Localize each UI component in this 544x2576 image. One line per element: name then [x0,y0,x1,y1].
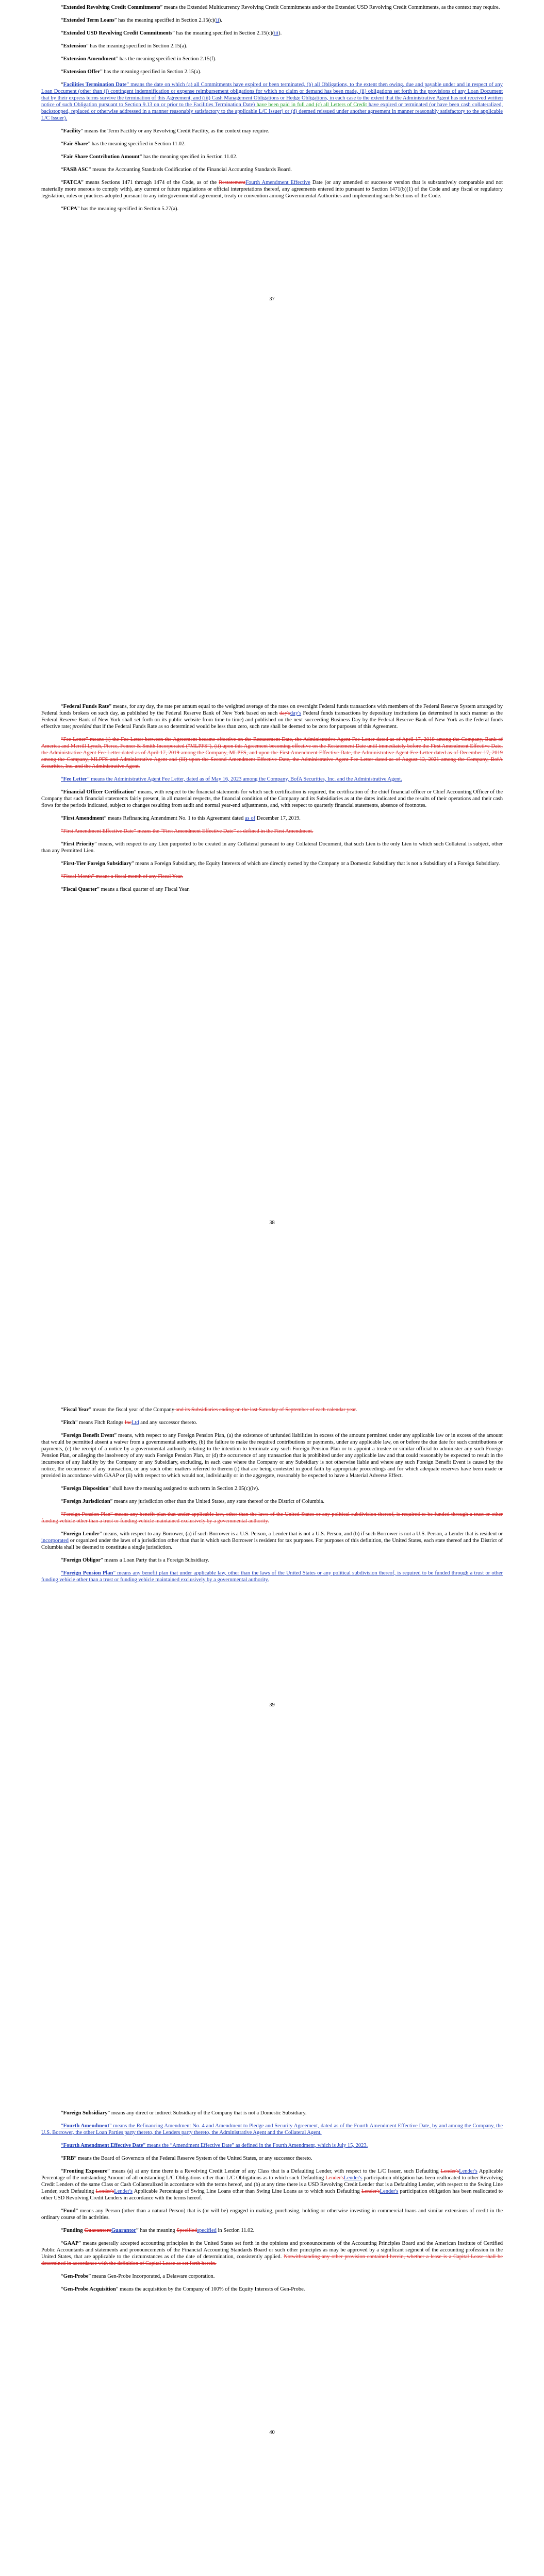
quote: “ [61,2143,63,2148]
term: Extension [63,43,87,49]
quote: “ [61,167,63,173]
quote: “ [61,776,63,782]
deleted-text: Lender's [361,2189,380,2194]
definition-text: ” has the meaning specified in Section 11.02. [88,141,186,147]
inserted-text: as of [244,816,256,821]
quote: “ [61,154,63,160]
quote: “ [61,1499,63,1504]
def-first-tier-foreign-subsidiary [41,860,503,867]
def-first-priority [41,841,503,854]
def-foreign-benefit-event [41,1432,503,1479]
definition-text: participation obligation has been reallocated to other Revolving Credit Lenders of the same Class or Cash Collateralized in accordance with the terms hereof, and (b) at any time there is a USD Revolving Credit Lender that is a Defaulting Lender, with respect to the Swing Line Lender, such Defaulting [41,2175,503,2194]
definition-text: December 17, 2019. [255,816,301,821]
deleted-text: “First Amendment Effective Date” means the “First Amendment Effective Date” as defined in the First Amendment. [61,828,314,834]
term: Extension Amendment [63,56,116,62]
term: Fair Share [63,141,88,147]
quote: “ [61,2274,63,2279]
quote: “ [61,206,63,212]
quote: “ [61,2286,63,2292]
quote: “ [61,1557,63,1563]
definition-text: Date (or any amended or successor version that is substantively comparable and not materially more onerous to comply with), any current or future regulations or official interpretations thereof, any agreements entered into pursuant to Section 1471(b)(1) of the Code and any fiscal or regulatory legislation, rules or practices adopted pursuant to any intergovernmental agreement, treaty or convention among Governmental Authorities and implementing such Sections of the Code. [41,180,503,199]
def-funding-guarantor [41,2227,503,2234]
def-fronting-exposure [41,2168,503,2201]
deleted-text: Lender's [95,2189,114,2194]
definition-text-italic: provided [72,724,92,730]
inserted-text: Lender's [114,2189,133,2194]
def-extended-usd-revolving-credit-commitments [41,30,503,37]
quote: “ [61,816,63,821]
def-fiscal-month-deleted [41,873,503,880]
quote: “ [61,2208,63,2214]
term: Foreign Jurisdiction [63,1499,110,1504]
quote: “ [61,887,63,892]
definition-text: ” means a fiscal quarter of any Fiscal Year. [97,887,190,892]
definition-text: Federal funds transactions by depositary institutions (as determined in such manner as the Federal Reserve Bank of New York shall set forth on its public website from time to time) and published on the next succeeding Business Day by the Federal Reserve Bank of New York as the federal funds effective rate; [41,710,503,730]
quote: “ [61,30,63,36]
definition-text: ” has the meaning specified in Section 2.15(f). [116,56,217,62]
term: Foreign Lender [63,1531,100,1537]
definition-text: participation obligation has been reallocated to other USD Revolving Credit Lenders in accordance with the terms hereof. [41,2189,503,2201]
def-foreign-subsidiary [41,2110,503,2116]
term: Foreign Obligor [63,1557,101,1563]
def-foreign-jurisdiction [41,1498,503,1505]
quote: “ [61,141,63,147]
deleted-text: “Fiscal Month” means a fiscal month of any Fiscal Year. [61,874,184,879]
inserted-text: specified [196,2228,217,2233]
def-foreign-lender [41,1531,503,1551]
definition-text: Applicable Percentage of the outstanding Amount of all outstanding L/C Obligations other than L/C Obligations as to which such Defaulting [41,2168,503,2181]
page-number: 40 [269,2430,275,2435]
deleted-text: Inc [124,1420,132,1426]
def-foreign-pension-plan-deleted [41,1511,503,1524]
term: Fiscal Year [63,1407,89,1413]
term: Fourth Amendment Effective Date [63,2143,143,2148]
term: Extension Offer [63,69,101,75]
term: FATCA [63,180,81,185]
inserted-text: ” means the Refinancing Amendment No. 4 and Amendment to Pledge and Security Agreement, dated as of the Fourth Amendment Effective Date, by and among the Company, the U.S. Borrower, the other Loan Parties party thereto, the Lenders party thereto, the Administrative Agent and the Collateral Agent. [41,2123,503,2136]
def-federal-funds-rate [41,703,503,730]
definition-text: ” means Gen-Probe Incorporated, a Delaware corporation. [88,2274,215,2279]
def-gen-probe [41,2273,503,2280]
deleted-text: Lender's [440,2168,459,2174]
inserted-text: day's [290,710,302,716]
term: Foreign Subsidiary [63,2110,108,2116]
quote: “ [61,5,63,10]
term: Fair Share Contribution Amount [63,154,140,160]
term: FASB ASC [63,167,89,173]
def-financial-officer-certification [41,789,503,809]
definition-text: ” means the Term Facility or any Revolving Credit Facility, as the context may require. [80,128,270,134]
def-facility [41,128,503,134]
quote: “ [61,789,63,795]
definition-text: ” means a Foreign Subsidiary, the Equity Interests of which are directly owned by the Company or a Domestic Subsidiary that is not a Subsidiary of a Foreign Subsidiary. [131,861,500,867]
def-fatca [41,179,503,199]
quote: “ [61,1407,63,1413]
definition-text: ” means (a) at any time there is a Revolving Credit Lender of any Class that is a Defaulting Lender, with respect to the L/C Issuer, such Defaulting [107,2168,441,2174]
definition-text: ” has the meaning specified in Section 11.02. [139,154,238,160]
term: Foreign Pension Plan [63,1570,113,1576]
definition-text: ” means, with respect to any Foreign Pension Plan, (a) the existence of unfunded liabilities in excess of the amount permitted under any applicable law or in excess of the amount that would be permitted absent a waiver from a governmental authority, (b) the failure to make the required contributions or payments, under any applicable law, on or before the due date for such contributions or payments, (c) the receipt of a notice by a governmental authority relating to the intention to terminate any such Foreign Pension Plan or to appoint a trustee or similar official to administer any such Foreign Pension Plan, or alleging the insolvency of any such Foreign Pension Plan, or (d) the occurrence of any transaction that is prohibited under any applicable law and that could reasonably be expected to result in the incurrence of any liability by the Company or any Subsidiary, excluding, in each case where the Company or any Subsidiary is not otherwise liable and where any such Foreign Benefit Event is caused by the notice, the occurrence of any transaction, or any such other matters referred to therein (i) that are being contested in good faith by appropriate proceedings and for which adequate reserves have been made or provided in accordance with GAAP or (ii) with respect to which would not, individually or in the aggregate, reasonably be expected to have a Material Adverse Effect. [41,1433,503,1479]
term: First Amendment [63,816,104,821]
inserted-text: Fourth Amendment Effective [245,180,310,185]
term: Fiscal Quarter [63,887,97,892]
def-first-amendment [41,815,503,822]
quote: “ [61,128,63,134]
definition-text: ” has the meaning specified in Section 2.15(a). [86,43,188,49]
definition-text: ” has the meaning specified in Section 2.15(a). [100,69,202,75]
definition-text: or organized under the laws of a jurisdiction other than that in which such Borrower is resident for tax purposes. For purposes of this definition, the United States, each state thereof and the District of Columbia shall be deemed to constitute a single jurisdiction. [41,1538,503,1550]
definition-text: ” means any jurisdiction other than the United States, any state thereof or the District of Columbia. [110,1499,325,1504]
def-extended-term-loans [41,17,503,24]
quote: “ [61,180,63,185]
def-first-amendment-effective-date-deleted [41,828,503,835]
def-gaap [41,2240,503,2267]
inserted-text: ” means the Administrative Agent Fee Letter, dated as of May 16, 2023 among the Company, BofA Securities, Inc. and the Administrative Agent. [87,776,402,782]
definition-text: and any successor thereto. [139,1420,197,1426]
definition-text: that if the Federal Funds Rate as so determined would be less than zero, such rate shall be deemed to be zero for purposes of this Agreement. [91,724,398,730]
term: Fee Letter [63,776,88,782]
definition-text: . [355,1407,357,1413]
page-number: 37 [269,296,275,302]
def-fiscal-quarter [41,886,503,893]
def-gen-probe-acquisition [41,2286,503,2293]
def-fair-share-contribution-amount [41,154,503,160]
definition-text: ” means, for any day, the rate per annum equal to the weighted average of the rates on overnight Federal funds transactions with members of the Federal Reserve System arranged by Federal funds brokers on such day, as published by the Federal Reserve Bank of New York based on such [41,704,503,716]
deleted-text: Guarantors [84,2228,111,2233]
quote: “ [61,2110,63,2116]
term: FCPA [63,206,77,212]
definition-text: ” means the Extended Multicurrency Revolving Credit Commitments and/or the Extended USD Revolving Credit Commitments, as the context may require. [160,5,500,10]
inserted-text: have expired or terminated (or have been cash collateralized, backstopped, replaced or otherwise addressed in a manner reasonably satisfactory to the applicable L/C Issuer) or (d) deemed reissued under another agreement in manner reasonably satisfactory to the applicable L/C Issuer). [41,102,503,121]
quote: “ [61,2168,63,2174]
inserted-text: ” means the “Amendment Effective Date” as defined in the Fourth Amendment, which is July 15, 2023. [143,2143,368,2148]
definition-text: ” means Refinancing Amendment No. 1 to this Agreement dated [104,816,245,821]
definition-text: ” means the Accounting Standards Codification of the Financial Accounting Standards Board. [88,167,292,173]
definition-text: ” has the meaning [136,2228,177,2233]
inserted-text-green: have been paid in full and (c) all Letters of Credit [255,102,367,108]
deleted-text: Notwithstanding any other provision contained herein, whether a lease is a Capital Lease shall be determined in accordance with the definition of Capital Lease as set forth herein. [41,2254,503,2266]
term: Fund [63,2208,76,2214]
term: FRB [63,2156,74,2161]
page-38-body [41,703,503,899]
quote: “ [61,861,63,867]
def-fourth-amendment-effective-date [41,2142,503,2149]
page-number: 39 [269,1702,275,1708]
def-fcpa [41,206,503,212]
definition-text: ” has the meaning specified in Section 5.27(a). [77,206,179,212]
inserted-text: Lender's [459,2168,477,2174]
def-extension-offer [41,69,503,75]
inserted-text: Lender's [343,2175,362,2181]
definition-text: ” means the acquisition by the Company of 100% of the Equity Interests of Gen-Probe. [116,2286,305,2292]
definition-text: ” means, with respect to the financial statements for which such certification is required, the certification of the chief financial officer or Chief Accounting Officer of the Company that such financial statements fairly present, in all material respects, the financial condition of the Company and its Subsidiaries as at the dates indicated and the results of their operations and their cash flows for the periods indicated, subject to changes resulting from audit and normal year-end adjustments, and, with respect to quarterly financial statements, absence of footnotes. [41,789,503,808]
definition-text: ). [219,18,222,23]
deleted-text: “Foreign Pension Plan” means any benefit plan that under applicable law, other than the laws of the United States or any political subdivision thereof, is required to be funded through a trust or other funding vehicle other than a trust or funding vehicle maintained exclusively by a governmental authority. [41,1512,503,1524]
def-extension [41,43,503,49]
definition-text: ” means the fiscal year of the Company [89,1407,175,1413]
deleted-text: and its Subsidiaries ending on the last Saturday of September of each calendar year [174,1407,356,1413]
def-fitch [41,1419,503,1426]
quote: “ [61,1531,63,1537]
inserted-text: ” means any benefit plan that under applicable law, other than the laws of the United States or any political subdivision thereof, is required to be funded through a trust or other funding vehicle other than a trust or funding vehicle maintained exclusively by a governmental authority. [41,1570,503,1583]
inserted-text: ii [216,18,219,23]
definition-text: ” means a Loan Party that is a Foreign Subsidiary. [101,1557,209,1563]
term: Gen-Probe [63,2274,89,2279]
inserted-text: ” means the date on which (a) all Commitments have expired or been terminated, (b) all Obligations, to the extent then owing, due and payable under and in respect of any Loan Document (other than (i) contingent indemnification or expense reimbursement obligations for which no claim or demand has been made, (ii) obligations set forth in the provisions of any Loan Document that by their express terms survive the termination of this Agreement, and (iii) Cash Management Obligations or Hedge Obligations, in each case to the extent that the Administrative Agent has not received written notice of such Obligation pursuant to Section 9.13 on or prior to the Facilities Termination Date) [41,82,503,108]
term: Funding [63,2228,85,2233]
definition-text: ” means any Person (other than a natural Person) that is (or will be) engaged in making, purchasing, holding or otherwise investing in commercial loans and similar extensions of credit in the ordinary course of its activities. [41,2208,503,2221]
quote: “ [61,1570,63,1576]
term: GAAP [63,2241,79,2246]
def-fasb-asc [41,166,503,173]
definition-text: ” has the meaning specified in Section 2.15(c)( [114,18,216,23]
def-foreign-pension-plan [41,1570,503,1583]
term: Facilities Termination Date [63,82,127,88]
definition-text: ” means, with respect to any Borrower, (a) if such Borrower is a U.S. Person, a Lender that is not a U.S. Person, and (b) if such Borrower is not a U.S. Person, a Lender that is resident or [99,1531,503,1537]
term: Extended USD Revolving Credit Commitments [63,30,173,36]
definition-text: ). [278,30,282,36]
definition-text: ” means any direct or indirect Subsidiary of the Company that is not a Domestic Subsidiary. [107,2110,307,2116]
term: Financial Officer Certification [63,789,134,795]
term: Fitch [63,1420,75,1426]
quote: “ [61,2123,63,2129]
inserted-text: Ltd [131,1420,139,1426]
inserted-text: Lender's [380,2189,399,2194]
quote: “ [61,841,63,847]
deleted-text: day's [279,710,290,716]
quote: “ [61,56,63,62]
definition-text: ” means Sections 1471 through 1474 of the Code, as of the [81,180,219,185]
deleted-text: Specified [176,2228,197,2233]
quote: “ [61,2228,63,2233]
def-fiscal-year [41,1406,503,1413]
inserted-text: incorporated [41,1538,69,1544]
quote: “ [61,18,63,23]
quote: “ [61,1420,63,1426]
def-foreign-obligor [41,1557,503,1564]
quote: “ [61,1433,63,1438]
term: Extended Term Loans [63,18,114,23]
term: Foreign Disposition [63,1486,109,1492]
term: Facility [63,128,81,134]
quote: “ [61,2241,63,2246]
def-fair-share [41,141,503,147]
term: Federal Funds Rate [63,704,109,709]
deleted-text: Restatement [219,180,246,185]
def-foreign-disposition [41,1485,503,1492]
term: Extended Revolving Credit Commitments [63,5,160,10]
quote: “ [61,1486,63,1492]
definition-text: ” shall have the meaning assigned to such term in Section 2.05(c)(iv). [108,1486,259,1492]
definition-text: ” means Fitch Ratings [75,1420,125,1426]
term: First Priority [63,841,94,847]
quote: “ [61,704,63,709]
def-fee-letter [41,776,503,783]
quote: “ [61,69,63,75]
inserted-text: iii [274,30,279,36]
term: Gen-Probe Acquisition [63,2286,116,2292]
quote: “ [61,43,63,49]
def-fund [41,2208,503,2221]
deleted-text: Lender's [325,2175,344,2181]
definition-text: Applicable Percentage of Swing Line Loans other than Swing Line Loans as to which such Defaulting [133,2189,361,2194]
definition-text: ” means the Board of Governors of the Federal Reserve System of the United States, or any successor thereto. [74,2156,312,2161]
page-39-body [41,1406,503,1589]
page-37-body [41,4,503,218]
def-facilities-termination-date [41,81,503,122]
term: Fronting Exposure [63,2168,108,2174]
definition-text: ” has the meaning specified in Section 2.15(c)( [172,30,274,36]
quote: “ [61,2156,63,2161]
term: First-Tier Foreign Subsidiary [63,861,132,867]
def-extension-amendment [41,56,503,62]
page-number: 38 [269,1220,275,1226]
deleted-text: “Fee Letter” means (i) the Fee Letter between the Agreement became effective on the Restatement Date, the Administrative Agent Fee Letter dated as of April 17, 2019 among the Company, Bank of America and Merrill Lynch, Pierce, Fenner & Smith Incorporated (“MLPFS”), (ii) upon this Agreement becoming effective on the Restatement Date until immediately before the First Amendment Effective Date, the Administrative Agent Fee Letter dated as of April 17, 2019 among the Company, MLPFS, and upon the First Amendment Effective Date, the Administrative Agent Fee Letter dated as of December 17, 2019 among the Company, MLPFS and Administrative Agent and (iii) upon the Second Amendment Effective Date, the Administrative Agent Fee Letter dated as of August 12, 2021 among the Company, BofA Securities, Inc. and the Administrative Agent. [41,737,503,769]
quote: “ [61,82,63,88]
definition-text: ” means generally accepted accounting principles in the United States set forth in the opinions and pronouncements of the Accounting Principles Board and the American Institute of Certified Public Accountants and statements and pronouncements of the Financial Accounting Standards Board or such other principles as may be approved by a significant segment of the accounting profession in the United States, that are applicable to the circumstances as of the date of determination, consistently applied. [41,2241,503,2260]
def-fee-letter-deleted [41,736,503,770]
definition-text: in Section 11.02. [216,2228,255,2233]
def-fourth-amendment [41,2123,503,2136]
def-extended-revolving-credit-commitments [41,4,503,11]
page-40-body [41,2110,503,2299]
term: Foreign Benefit Event [63,1433,114,1438]
inserted-text: Guarantor [111,2228,137,2233]
def-frb [41,2155,503,2162]
definition-text: ” means, with respect to any Lien purported to be created in any Collateral pursuant to any Collateral Document, that such Lien is the only Lien to which such Collateral is subject, other than any Permitted Lien. [41,841,503,854]
term: Fourth Amendment [63,2123,109,2129]
